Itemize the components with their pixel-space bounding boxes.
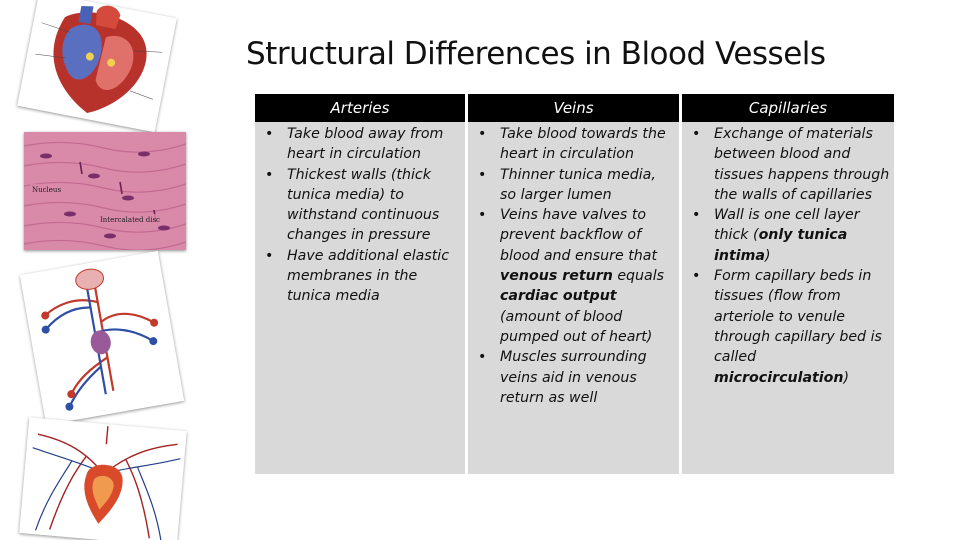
list-item — [259, 165, 461, 246]
arteries-list — [259, 124, 461, 307]
arteries-cell — [254, 122, 467, 474]
list-item — [686, 266, 890, 388]
list-item — [472, 165, 675, 206]
vessel-comparison-table — [252, 94, 897, 474]
table-header-row — [254, 94, 896, 122]
text-run: Have additional elastic membranes in the tunica media — [287, 247, 450, 305]
circulation-diagram-image — [20, 251, 184, 425]
slide-title: Structural Differences in Blood Vessels — [246, 36, 826, 72]
vascular-system-image — [19, 417, 187, 540]
intercalated-disc-label: Intercalated disc — [100, 216, 160, 224]
header-capillaries: Capillaries — [681, 94, 896, 122]
veins-cell — [467, 122, 681, 474]
list-item — [686, 124, 890, 205]
header-arteries: Arteries — [254, 94, 467, 122]
text-run: Thinner tunica media, so larger lumen — [500, 166, 656, 203]
list-item — [472, 347, 675, 408]
capillaries-list — [686, 124, 890, 388]
nucleus-label: Nucleus — [32, 186, 62, 194]
cardiac-muscle-micrograph — [24, 132, 186, 250]
bold-text: cardiac output — [500, 288, 617, 305]
text-run: Take blood towards the heart in circulation — [500, 126, 666, 163]
text-run: Thickest walls (thick tunica media) to withstand continuous changes in pressure — [287, 166, 440, 244]
text-run: equals — [612, 268, 665, 285]
text-run: Veins have valves to prevent backflow of blood and ensure that — [500, 207, 658, 264]
text-run: Wall is one cell layer thick ( — [714, 207, 860, 244]
text-run: Muscles surrounding veins aid in venous return as well — [500, 349, 647, 406]
bold-text: microcirculation — [714, 369, 844, 386]
bold-text: venous return — [500, 268, 613, 285]
text-run: (amount of blood pumped out of heart) — [500, 308, 653, 345]
list-item — [472, 205, 675, 347]
text-run: ) — [764, 247, 771, 264]
text-run: Exchange of materials between blood and tissues happens through the walls of capillaries — [714, 126, 890, 203]
header-veins: Veins — [467, 94, 681, 122]
heart-diagram-image — [17, 0, 177, 132]
bold-text: only tunica intima — [714, 227, 848, 264]
text-run: Take blood away from heart in circulation — [287, 126, 444, 163]
capillaries-cell — [681, 122, 896, 474]
list-item — [472, 124, 675, 165]
list-item — [686, 205, 890, 266]
text-run: ) — [843, 369, 850, 386]
list-item — [259, 246, 461, 307]
text-run: Form capillary beds in tissues (flow from arteriole to venule through capillary bed is called — [714, 268, 882, 366]
table-row — [254, 122, 896, 474]
list-item — [259, 124, 461, 165]
veins-list — [472, 124, 675, 408]
